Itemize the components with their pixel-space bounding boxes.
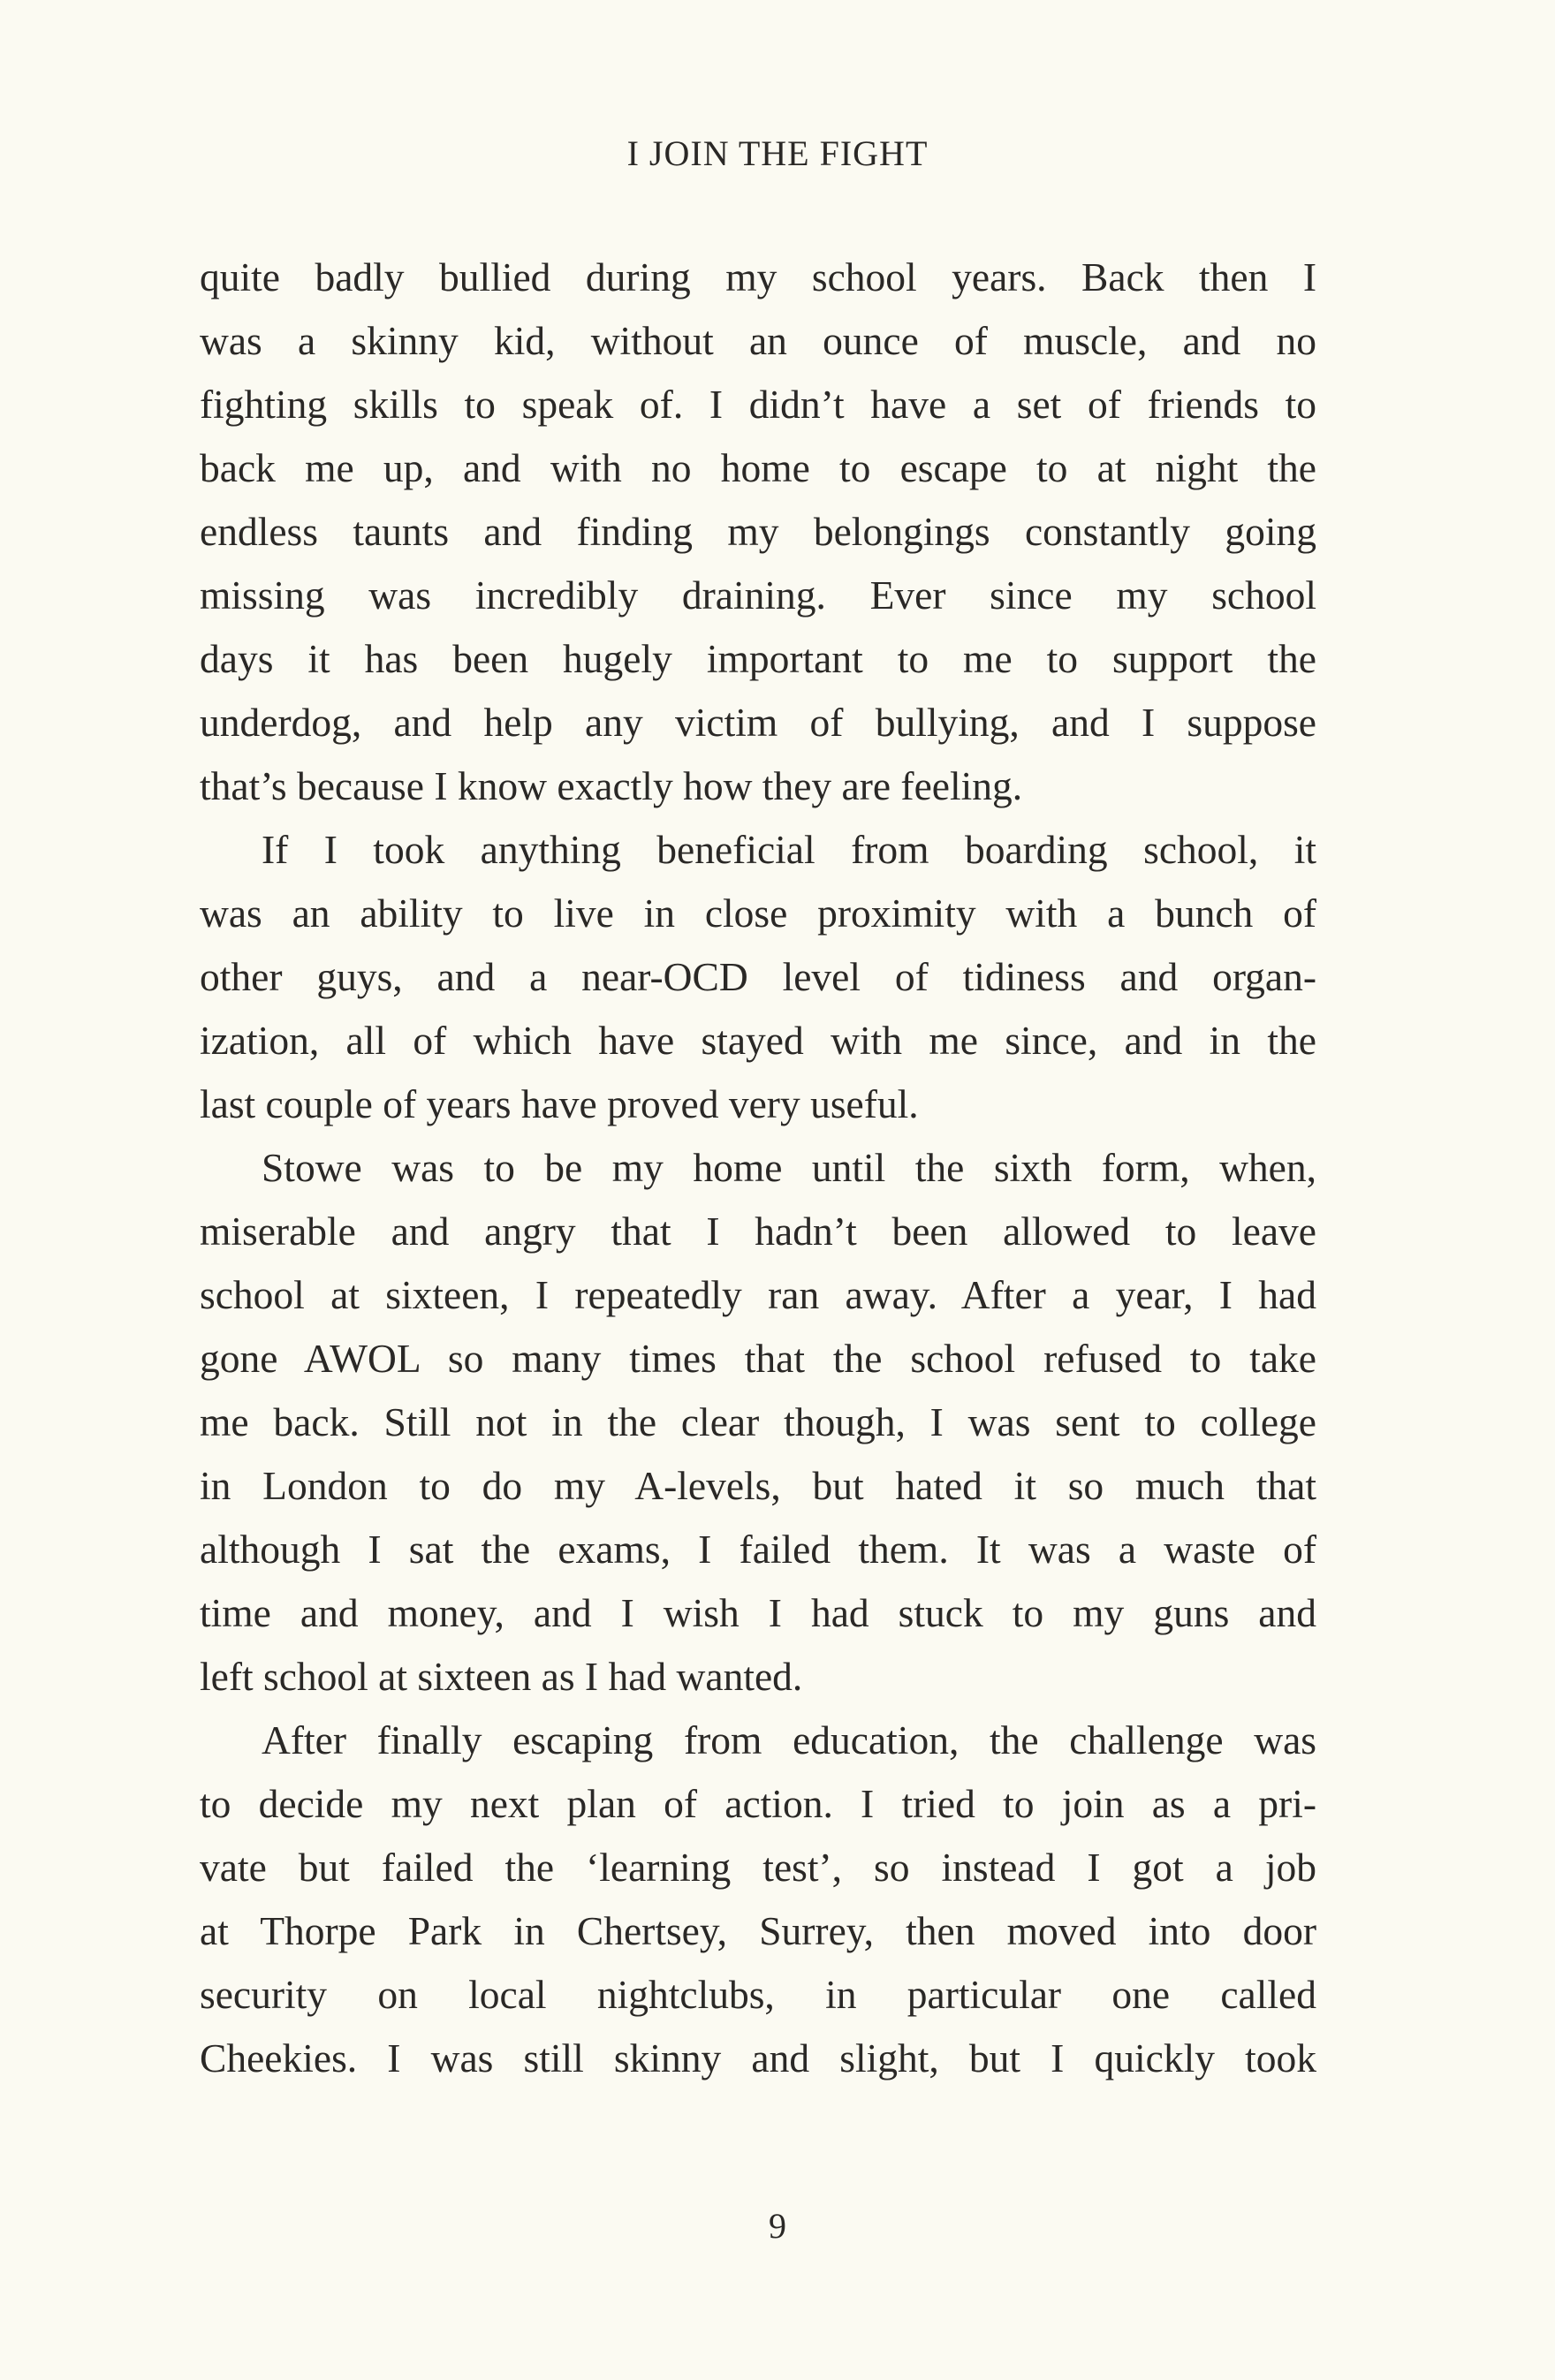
text-line: left school at sixteen as I had wanted.	[200, 1654, 803, 1699]
paragraph	[200, 246, 1316, 818]
text-line: underdog, and help any victim of bullying, and I suppose	[200, 700, 1316, 745]
paragraph	[200, 1136, 1316, 1709]
text-line: ization, all of which have stayed with me since, and in the	[200, 1018, 1316, 1063]
text-line: Stowe was to be my home until the sixth form, when,	[262, 1145, 1316, 1190]
text-line: that’s because I know exactly how they are feeling.	[200, 763, 1023, 808]
paragraph	[200, 1709, 1316, 2090]
text-line: school at sixteen, I repeatedly ran away. After a year, I had	[200, 1272, 1316, 1317]
text-line: other guys, and a near-OCD level of tidiness and organ-	[200, 954, 1316, 999]
text-line: although I sat the exams, I failed them. It was a waste of	[200, 1527, 1316, 1572]
text-line: missing was incredibly draining. Ever since my school	[200, 572, 1316, 618]
text-line: security on local nightclubs, in particular one called	[200, 1972, 1316, 2017]
text-line: was a skinny kid, without an ounce of muscle, and no	[200, 318, 1316, 363]
text-line: vate but failed the ‘learning test’, so instead I got a job	[200, 1845, 1316, 1890]
text-line: me back. Still not in the clear though, I was sent to college	[200, 1399, 1316, 1444]
text-line: was an ability to live in close proximity with a bunch of	[200, 891, 1316, 936]
text-line: fighting skills to speak of. I didn’t have a set of friends to	[200, 382, 1316, 427]
text-line: If I took anything beneficial from boarding school, it	[262, 827, 1316, 872]
body-text	[200, 246, 1316, 2090]
text-line: at Thorpe Park in Chertsey, Surrey, then moved into door	[200, 1908, 1316, 1953]
text-line: endless taunts and finding my belongings constantly going	[200, 509, 1316, 554]
text-line: back me up, and with no home to escape to at night the	[200, 445, 1316, 490]
paragraph	[200, 818, 1316, 1136]
page-number: 9	[769, 2206, 786, 2246]
text-line: quite badly bullied during my school years. Back then I	[200, 254, 1316, 299]
text-line: days it has been hugely important to me to support the	[200, 636, 1316, 681]
text-line: miserable and angry that I hadn’t been allowed to leave	[200, 1209, 1316, 1254]
text-line: gone AWOL so many times that the school refused to take	[200, 1336, 1316, 1381]
text-line: Cheekies. I was still skinny and slight, but I quickly took	[200, 2035, 1316, 2081]
text-line: time and money, and I wish I had stuck to my guns and	[200, 1590, 1316, 1635]
text-line: to decide my next plan of action. I tried to join as a pri-	[200, 1781, 1316, 1826]
text-line: in London to do my A-levels, but hated it so much that	[200, 1463, 1316, 1508]
text-line: last couple of years have proved very useful.	[200, 1081, 919, 1126]
text-line: After finally escaping from education, the challenge was	[262, 1717, 1316, 1762]
running-head: I JOIN THE FIGHT	[626, 133, 929, 173]
